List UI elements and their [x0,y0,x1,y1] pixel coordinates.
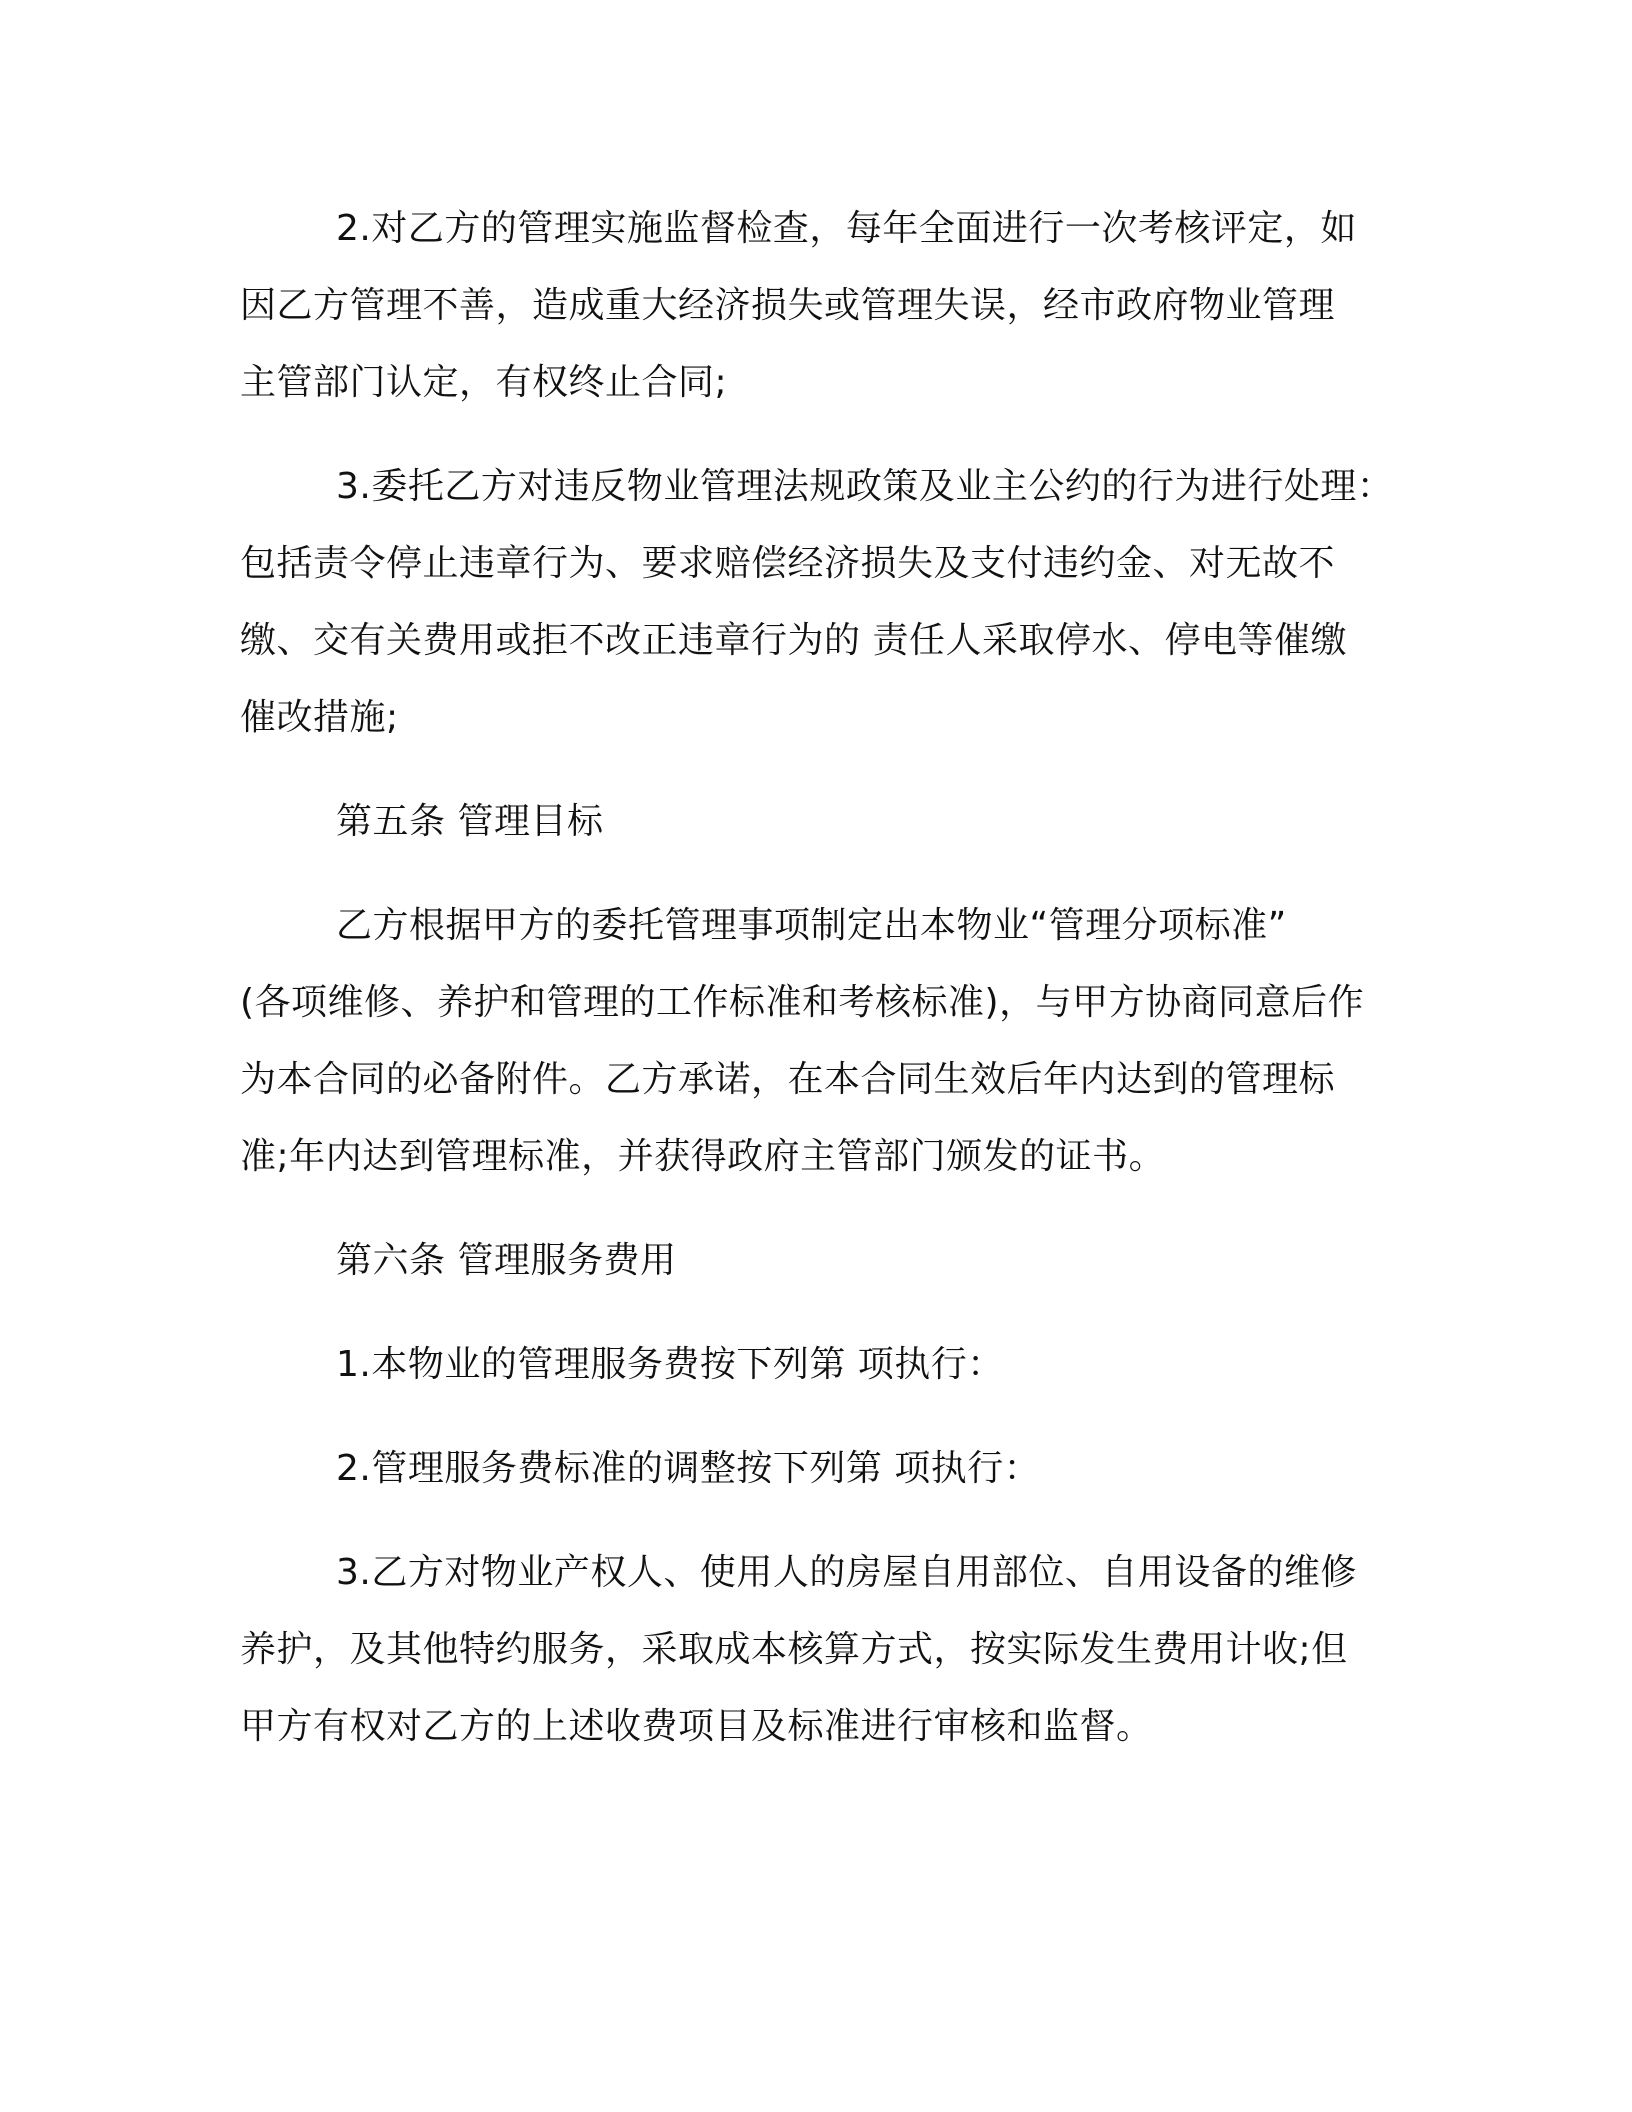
text-line: 准;年内达到管理标准，并获得政府主管部门颁发的证书。 [240,1136,1166,1177]
paragraph-delegation [240,448,1394,756]
text-line: 2.管理服务费标准的调整按下列第 项执行： [336,1448,1041,1489]
text-line: 3.乙方对物业产权人、使用人的房屋自用部位、自用设备的维修 [336,1552,1357,1593]
text-line: 乙方根据甲方的委托管理事项制定出本物业“管理分项标准” [336,905,1287,946]
text-line: 催改措施; [240,697,399,738]
text-line: 因乙方管理不善，造成重大经济损失或管理失误，经市政府物业管理 [240,285,1336,326]
paragraph-fee-item-3 [240,1534,1390,1765]
text-line: 主管部门认定，有权终止合同; [240,362,728,403]
paragraph-fee-item-1 [240,1326,1390,1403]
text-line: (各项维修、养护和管理的工作标准和考核标准)，与甲方协商同意后作 [240,982,1365,1023]
paragraph-fee-item-2 [240,1430,1390,1507]
text-line: 养护，及其他特约服务，采取成本核算方式，按实际发生费用计收;但 [240,1629,1348,1670]
section-heading-text: 第五条 管理目标 [336,801,604,842]
text-line: 3.委托乙方对违反物业管理法规政策及业主公约的行为进行处理： [336,466,1394,507]
text-line: 甲方有权对乙方的上述收费项目及标准进行审核和监督。 [240,1706,1153,1747]
paragraph-supervision [240,190,1390,421]
text-line: 为本合同的必备附件。乙方承诺，在本合同生效后年内达到的管理标 [240,1059,1336,1100]
text-line: 2.对乙方的管理实施监督检查，每年全面进行一次考核评定，如 [336,208,1357,249]
section-heading-article-6 [240,1222,1390,1299]
paragraph-management-goals [240,887,1390,1195]
document-page [240,190,1394,1765]
section-heading-text: 第六条 管理服务费用 [336,1240,677,1281]
text-line: 包括责令停止违章行为、要求赔偿经济损失及支付违约金、对无故不 [240,543,1336,584]
text-line: 1.本物业的管理服务费按下列第 项执行： [336,1344,1004,1385]
text-line: 缴、交有关费用或拒不改正违章行为的 责任人采取停水、停电等催缴 [240,620,1347,661]
section-heading-article-5 [240,783,1390,860]
